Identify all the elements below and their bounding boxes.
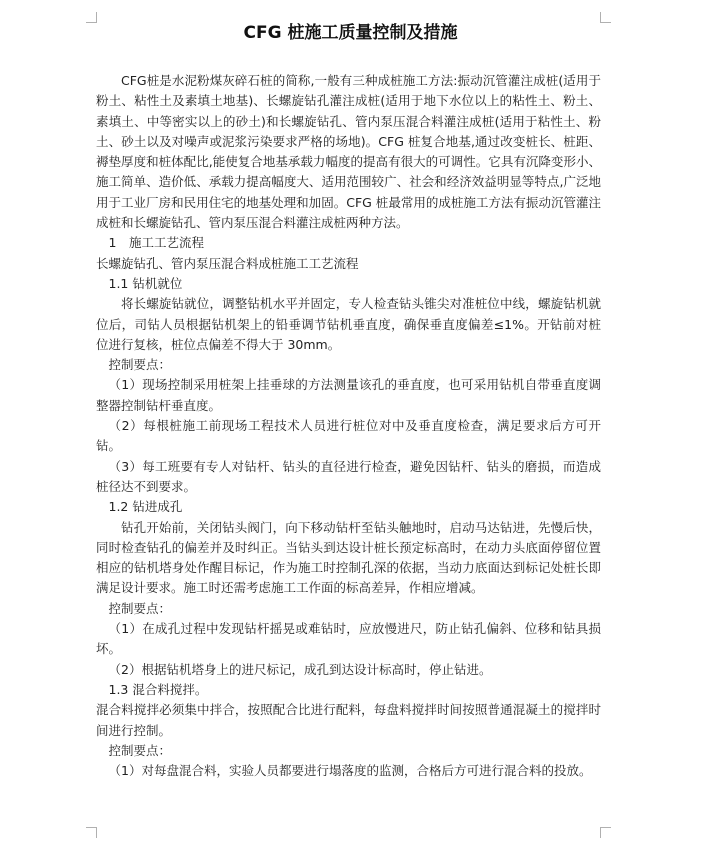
list-item: （1）对每盘混合料，实验人员都要进行塌落度的监测，合格后方可进行混合料的投放。 [108,763,592,779]
section-heading: 1.3 混合料搅拌。 [108,681,208,697]
section-heading: 1.1 钻机就位 [108,275,183,291]
body-paragraph: 将长螺旋钻就位，调整钻机水平并固定，专人检查钻头锥尖对准桩位中线，螺旋钻机就位后，司钻人员根据钻机架上的铅垂调节钻机垂直度，确保垂直度偏差≤1%。开钻前对桩位进行复核，桩位点偏差不得大于 30mm。 [96,296,601,352]
list-item: （1）在成孔过程中发现钻杆摇晃或难钻时，应放慢进尺，防止钻孔偏斜、位移和钻具损坏。 [96,621,601,657]
page-corner-mark [600,827,611,838]
control-points-label: 控制要点： [108,742,172,758]
body-paragraph: 钻孔开始前，关闭钻头阀门，向下移动钻杆至钻头触地时，启动马达钻进，先慢后快，同时检查钻孔的偏差并及时纠正。当钻头到达设计桩长预定标高时，在动力头底面停留位置相应的钻机塔身处作醒目标记，作为施工时控制孔深的依据，当动力底面达到标记处桩长即满足设计要求。施工时还需考虑施工工作面的标高差异，作相应增减。 [96,519,601,596]
control-points-label: 控制要点： [108,357,172,373]
page-corner-mark [86,827,97,838]
document-title: CFG 桩施工质量控制及措施 [243,23,458,43]
control-points-label: 控制要点： [108,600,172,616]
list-item: （2）每根桩施工前现场工程技术人员进行桩位对中及垂直度检查，满足要求后方可开钻。 [96,418,601,454]
intro-paragraph: CFG桩是水泥粉煤灰碎石桩的简称,一般有三种成桩施工方法:振动沉管灌注成桩(适用于粉土、粘性土及素填土地基)、长螺旋钻孔灌注成桩(适用于地下水位以上的粘性土、粉土、素填土、中等密实以上的砂土)和长螺旋钻孔、管内泵压混合料灌注成桩(适用于粘性土、粉土、砂土以及对噪声或泥浆污染要求严格的场地)。CFG 桩复合地基,通过改变桩长、桩距、褥垫厚度和桩体配比,能使复合地基承载力幅度的提高有很大的可调性。它具有沉降变形小、施工简单、造价低、承载力提高幅度大、适用范围较广、社会和经济效益明显等特点,广泛地用于工业厂房和民用住宅的地基处理和加固。CFG 桩最常用的成桩施工方法有振动沉管灌注成桩和长螺旋钻孔、管内泵压混合料灌注成桩两种方法。 [96,73,601,231]
subtitle-line: 长螺旋钻孔、管内泵压混合料成桩施工工艺流程 [96,255,359,271]
list-item: （2）根据钻机塔身上的进尺标记，成孔到达设计标高时，停止钻进。 [108,661,492,677]
body-paragraph: 混合料搅拌必须集中拌合，按照配合比进行配料，每盘料搅拌时间按照普通混凝土的搅拌时间进行控制。 [96,702,601,738]
list-item: （3）每工班要有专人对钻杆、钻头的直径进行检查，避免因钻杆、钻头的磨损，而造成桩径达不到要求。 [96,458,601,494]
document-body [96,71,601,781]
section-heading: 1.2 钻进成孔 [108,499,183,515]
list-item: （1）现场控制采用桩架上挂垂球的方法测量该孔的垂直度，也可采用钻机自带垂直度调整器控制钻杆垂直度。 [96,377,601,413]
section-heading: 1 施工工艺流程 [108,235,204,251]
